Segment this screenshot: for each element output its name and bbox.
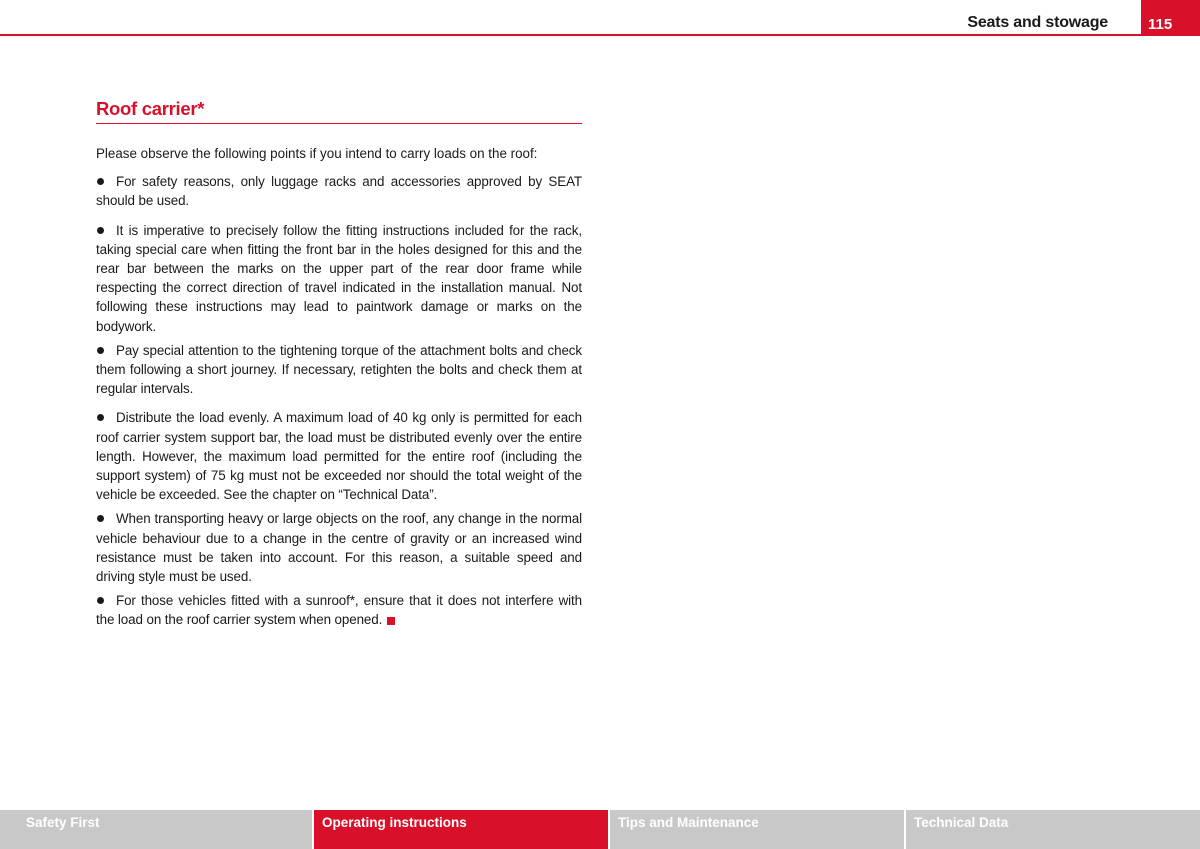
- bullet-item: [96, 341, 582, 399]
- bullet-icon: [97, 597, 104, 604]
- footer-tab-safety-first[interactable]: Safety First: [0, 810, 312, 849]
- bullet-text: Pay special attention to the tightening torque of the attachment bolts and check them following a short journey. If necessary, retighten the bolts and check them at regular intervals.: [96, 342, 582, 397]
- header-rule: [0, 34, 1200, 36]
- footer-tab-technical-data[interactable]: Technical Data: [906, 810, 1200, 849]
- bullet-icon: [97, 515, 104, 522]
- bullet-item: [96, 408, 582, 504]
- footer-nav: [0, 810, 1200, 849]
- bullet-item: [96, 221, 582, 336]
- bullet-item: [96, 509, 582, 586]
- bullet-list: [96, 172, 582, 629]
- end-of-section-icon: [387, 617, 395, 625]
- bullet-item: [96, 172, 582, 210]
- bullet-text: When transporting heavy or large objects on the roof, any change in the normal vehicle behaviour due to a change in the centre of gravity or an increased wind resistance must be taken into account. For this reason, a suitable speed and driving style must be used.: [96, 511, 582, 585]
- bullet-text: It is imperative to precisely follow the fitting instructions included for the rack, taking special care when fitting the front bar in the holes designed for this and the rear bar between the marks on the upper part of the rear door frame while respecting the correct direction of travel indicated in the installation manual. Not following these instructions may lead to paintwork damage or marks on the bodywork.: [96, 222, 582, 334]
- bullet-icon: [97, 347, 104, 354]
- bullet-item: [96, 591, 582, 629]
- bullet-icon: [97, 227, 104, 234]
- page-number: 115: [1141, 0, 1200, 36]
- intro-paragraph: Please observe the following points if you intend to carry loads on the roof:: [96, 146, 538, 161]
- footer-tab-tips-and-maintenance[interactable]: Tips and Maintenance: [610, 810, 904, 849]
- bullet-text: Distribute the load evenly. A maximum load of 40 kg only is permitted for each roof carrier system support bar, the load must be distributed evenly over the entire length. However, the maximum load permitted for the entire roof (including the support system) of 75 kg must not be exceeded nor should the total weight of the vehicle be exceeded. See the chapter on “Technical Data”.: [96, 410, 582, 503]
- footer-tab-operating-instructions[interactable]: Operating instructions: [314, 810, 608, 849]
- bullet-icon: [97, 178, 104, 185]
- section-title: Seats and stowage: [967, 14, 1108, 31]
- content-column: [96, 98, 582, 630]
- bullet-text: For those vehicles fitted with a sunroof*, ensure that it does not interfere with the load on the roof carrier system when opened.: [96, 593, 582, 628]
- section-heading: Roof carrier*: [96, 98, 582, 124]
- bullet-icon: [97, 414, 104, 421]
- bullet-text: For safety reasons, only luggage racks and accessories approved by SEAT should be used.: [96, 174, 582, 209]
